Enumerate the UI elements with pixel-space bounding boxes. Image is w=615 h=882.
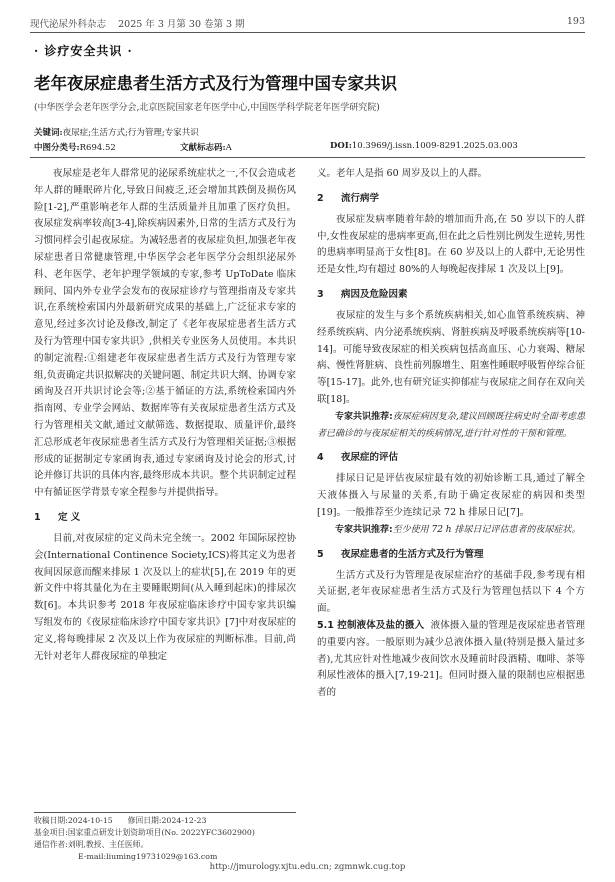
- fund-line: 基金项目:国家重点研发计划资助项目(No. 2022YFC3602900): [34, 828, 255, 837]
- page-number: 193: [566, 16, 585, 27]
- expert-recommendation-1: 专家共识推荐:夜尿症病因复杂,建议回顾既往病史时全面考虑患者已确诊的与夜尿症相关的疾病情况,进行针对性的干预和管理。: [317, 411, 585, 439]
- section-heading-causes: 3 病因及危险因素: [317, 288, 408, 300]
- document-code: 文献标志码:A: [180, 143, 232, 153]
- section-heading-definition: 1 定 义: [34, 511, 81, 523]
- article-title: 老年夜尿症患者生活方式及行为管理中国专家共识: [34, 74, 397, 93]
- header-rule: [30, 32, 585, 33]
- section-heading-lifestyle: 5 夜尿症患者的生活方式及行为管理: [317, 548, 484, 560]
- keywords: 关键词:夜尿症;生活方式;行为管理;专家共识: [34, 128, 199, 138]
- subsection-fluid-salt: 5.1 控制液体及盐的摄入 液体摄入量的管理是夜尿症患者管理的重要内容。一般原则为减少总液体摄入量(特别是摄入量过多者),尤其应针对性地减少夜间饮水及睡前时段酒精、咖啡、茶等利尿性液体的摄入[7,19-21]。但同时摄入量的限制也应根据患者的: [317, 619, 585, 699]
- footer-url[interactable]: http://jmurology.xjtu.edu.cn; zgmnwk.cug.top: [209, 862, 406, 872]
- journal-issue: 现代泌尿外科杂志 2025 年 3 月第 30 卷第 3 期: [30, 19, 245, 30]
- evaluation-paragraph: 排尿日记是评估夜尿症最有效的初始诊断工具,通过了解全天液体摄入与尿量的关系,有助于确定夜尿症的病因和类型[19]。一般推荐至少连续记录 72 h 排尿日记[7]。: [317, 473, 585, 518]
- received-date: 收稿日期:2024-10-15: [34, 816, 113, 825]
- left-column: [34, 166, 296, 665]
- section-label: · 诊疗安全共识 ·: [34, 44, 133, 58]
- footnote-rule: [34, 812, 296, 813]
- doi[interactable]: DOI:10.3969/j.issn.1009-8291.2025.03.003: [330, 141, 518, 151]
- section-heading-epidemiology: 2 流行病学: [317, 192, 380, 204]
- definition-paragraph: 目前,对夜尿症的定义尚未完全统一。2002 年国际尿控协会(International Continence Society,ICS)将其定义为患者夜间因尿意而醒来排尿 1 次及以上的症状[5],在 2019 年的更新文件中将其量化为在主要睡眠期间(从入睡到起床)的排尿次数[6]。本共识参考 2018 年夜尿症临床诊疗中国专家共识编写组发布的《夜尿症临床诊疗中国专家共识》[7]中对夜尿症的定义,将每晚排尿 2 次及以上作为夜尿症的判断标准。目前,尚无针对老年人群夜尿症的单独定: [34, 532, 296, 662]
- footnotes: [34, 815, 294, 863]
- lifestyle-paragraph: 生活方式及行为管理是夜尿症治疗的基础手段,参考现有相关证据,老年夜尿症患者生活方式及行为管理包括以下 4 个方面。: [317, 569, 585, 615]
- meta-rule: [30, 157, 585, 158]
- causes-paragraph: 夜尿症的发生与多个系统疾病相关,如心血管系统疾病、神经系统疾病、内分泌系统疾病、肾脏疾病及呼吸系统疾病等[10-14]。可能导致夜尿症的相关疾病包括高血压、心力衰竭、糖尿病、慢性肾脏病、良性前列腺增生、阻塞性睡眠呼吸暂停综合征等[15-17]。此外,也有研究证实抑郁症与夜尿症之间存在双向关联[18]。: [317, 309, 585, 405]
- expert-recommendation-2: 专家共识推荐:至少使用 72 h 排尿日记评估患者的夜尿症状。: [335, 524, 581, 535]
- right-column: [317, 166, 585, 702]
- corresponding-author: 通信作者:刘明,教授、主任医师。: [34, 840, 149, 849]
- revised-date: 修回日期:2024-12-23: [127, 816, 207, 825]
- running-head: [30, 14, 585, 30]
- epidemiology-paragraph: 夜尿症发病率随着年龄的增加而升高,在 50 岁以下的人群中,女性夜尿症的患病率更高,但在此之后性别比例发生逆转,男性的患病率明显高于女性[8]。在 60 岁及以上的人群中,无论男性还是女性,均有超过 80%的人每晚起夜排尿 1 次及以上[9]。: [317, 213, 585, 276]
- author-email[interactable]: E-mail:liuming19731029@163.com: [78, 852, 218, 861]
- intro-paragraph: 夜尿症是老年人群常见的泌尿系统症状之一,不仅会造成老年人群的睡眠碎片化,导致日间疲乏,还会增加其跌倒及损伤风险[1-2],严重影响老年人群的生活质量并且加重了医疗负担。夜尿症发病率较高[3-4],除疾病因素外,日常的生活方式及行为习惯同样会引起夜尿症。为减轻患者的夜尿症负担,加强老年夜尿症患者日常健康管理,中华医学会老年医学分会组织泌尿外科、老年医学、老年护理学领域的专家,参考 UpToDate 临床顾问、国内外专业学会发布的夜尿症诊疗与管理指南及专家共识,在系统检索国内外最新研究成果的基础上,广泛征求专家的意见,经过多次讨论及修改,制定了《老年夜尿症患者生活方式及行为管理中国专家共识》,供相关专业医务人员使用。本共识的制定流程:①组建老年夜尿症患者生活方式及行为管理专家组,负责确定共识拟解决的关键问题、制定共识大纲、协调专家函询及召开共识讨论会等;②基于循证的方法,系统检索国内外指南网、专业学会网站、数据库等有关夜尿症患者生活方式及行为管理相关文献,通过文献筛选、数据提取、质量评价,最终汇总形成老年夜尿症患者生活方式及行为管理相关证据;③根据形成的证据制定专家函询表,通过专家函询及讨论会的形式,讨论并修订共识的具体内容,最终形成本共识。整个共识制定过程中有循证医学背景专家全程参与并提供指导。: [34, 168, 296, 499]
- author-affiliations: (中华医学会老年医学分会,北京医院国家老年医学中心,中国医学科学院老年医学研究院): [34, 103, 380, 113]
- clc-number: 中图分类号:R694.52: [34, 143, 116, 153]
- continued-paragraph: 义。老年人是指 60 周岁及以上的人群。: [317, 168, 488, 179]
- section-heading-evaluation: 4 夜尿症的评估: [317, 452, 399, 464]
- date-line: [34, 815, 294, 827]
